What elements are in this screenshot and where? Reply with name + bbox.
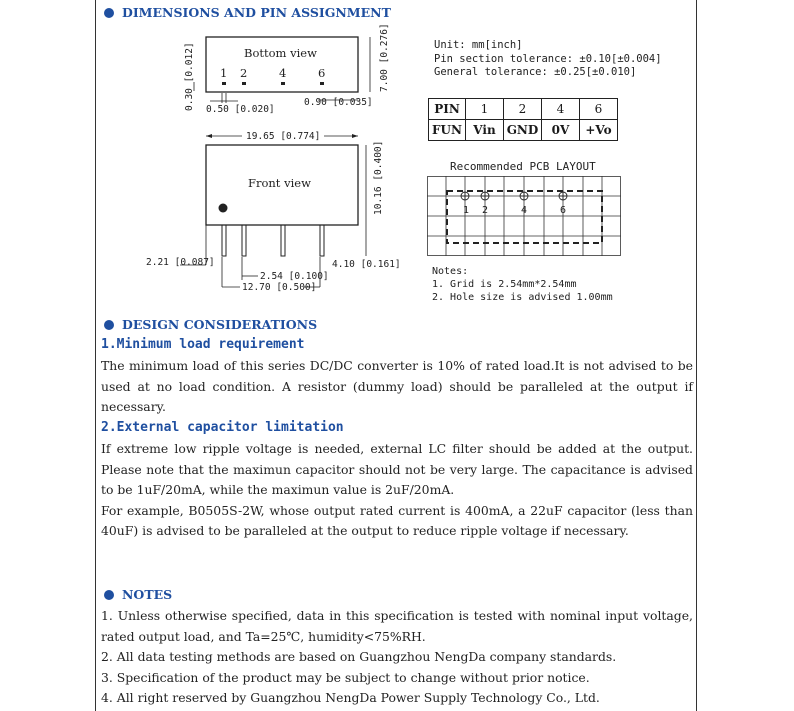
pin-pad: [281, 82, 285, 85]
pcb-note-1: 1. Grid is 2.54mm*2.54mm: [432, 279, 577, 290]
function-cell: +Vo: [580, 120, 618, 141]
bottom-pin-4: 4: [279, 66, 287, 80]
section-heading-dimensions: DIMENSIONS AND PIN ASSIGNMENT: [104, 5, 391, 20]
dimension-drawing: [146, 23, 410, 300]
pin-pad: [242, 82, 246, 85]
pin1-marker-icon: [219, 204, 228, 213]
bottom-pin-6: 6: [318, 66, 326, 80]
pin-pad: [320, 82, 324, 85]
pin-assignment-table: [428, 98, 618, 141]
section-heading-design: DESIGN CONSIDERATIONS: [104, 317, 317, 332]
svg-text:4: 4: [521, 205, 528, 216]
dim-1965: 19.65 [0.774]: [246, 131, 321, 142]
dim-410: 4.10 [0.161]: [332, 259, 401, 270]
tolerance-notes: [434, 39, 662, 80]
pcb-layout-grid: [427, 176, 621, 256]
pin-cell: 2: [504, 99, 542, 120]
subheading-capacitor-limitation: 2.External capacitor limitation: [101, 420, 344, 435]
pin-cell: 4: [542, 99, 580, 120]
unit-line: Unit: mm[inch]: [434, 39, 523, 51]
pcb-note-2: 2. Hole size is advised 1.00mm: [432, 292, 613, 303]
function-cell: Vin: [466, 120, 504, 141]
bottom-view-label: Bottom view: [244, 46, 317, 60]
dim-1016: 10.16 [0.400]: [373, 140, 384, 215]
paragraph-minimum-load: The minimum load of this series DC/DC converter is 10% of rated load.It is not advised to be used at no load condition. A resistor (dummy load) should be paralleled at the output if necessary.: [101, 358, 693, 414]
dim-090: 0.90 [0.035]: [304, 97, 373, 108]
dim-700: 7.00 [0.276]: [379, 23, 390, 92]
bullet-icon: [104, 8, 114, 18]
pin-cell: 6: [580, 99, 618, 120]
subheading-minimum-load: 1.Minimum load requirement: [101, 337, 305, 352]
function-row-label: FUN: [429, 120, 466, 141]
note-item: 4. All right reserved by Guangzhou NengDa Power Supply Technology Co., Ltd.: [101, 690, 600, 705]
bullet-icon: [104, 320, 114, 330]
pin-tolerance-line: Pin section tolerance: ±0.10[±0.004]: [434, 52, 662, 65]
note-item: 3. Specification of the product may be subject to change without prior notice.: [101, 669, 590, 685]
dim-221: 2.21 [0.087]: [146, 257, 215, 268]
bullet-icon: [104, 590, 114, 600]
function-cell: 0V: [542, 120, 580, 141]
dim-1270: 12.70 [0.500]: [242, 282, 317, 293]
front-view-label: Front view: [248, 176, 311, 190]
section-heading-notes: NOTES: [104, 587, 172, 602]
pin-cell: 1: [466, 99, 504, 120]
bottom-pin-2: 2: [240, 66, 248, 80]
svg-text:2: 2: [482, 205, 489, 216]
table-row: [429, 99, 618, 120]
dim-254: 2.54 [0.100]: [260, 271, 329, 282]
bottom-pin-1: 1: [220, 66, 228, 80]
general-tolerance-line: General tolerance: ±0.25[±0.010]: [434, 66, 637, 78]
notes-list: [101, 606, 693, 709]
pcb-notes-label: Notes:: [432, 266, 469, 277]
note-item: 2. All data testing methods are based on Guangzhou NengDa company standards.: [101, 649, 617, 664]
table-row: [429, 120, 618, 141]
pin-pad: [222, 82, 226, 85]
dim-050: 0.50 [0.020]: [206, 104, 275, 115]
dim-030: 0.30 [0.012]: [184, 42, 195, 111]
note-item: 1. Unless otherwise specified, data in this specification is tested with nominal input voltage, rated output load, and Ta=25℃, humidity<75%RH.: [101, 608, 693, 644]
paragraph-capacitor-limitation: If extreme low ripple voltage is needed, external LC filter should be added at the output. Please note that the maximun capacitor should not be very large. The capacitance is advised to be 1uF/20mA, while the maximun value is 2uF/20mA. For example, B0505S-2W, whose output rated current is 400mA, a 22uF capacitor (less than 40uF) is advised to be paralleled at the output to reduce ripple voltage if necessary.: [101, 441, 693, 538]
function-cell: GND: [504, 120, 542, 141]
pin-row-label: PIN: [429, 99, 466, 120]
svg-text:1: 1: [463, 205, 470, 216]
svg-text:6: 6: [560, 205, 567, 216]
pcb-layout-title: Recommended PCB LAYOUT: [450, 160, 596, 173]
pcb-notes: [432, 265, 613, 304]
